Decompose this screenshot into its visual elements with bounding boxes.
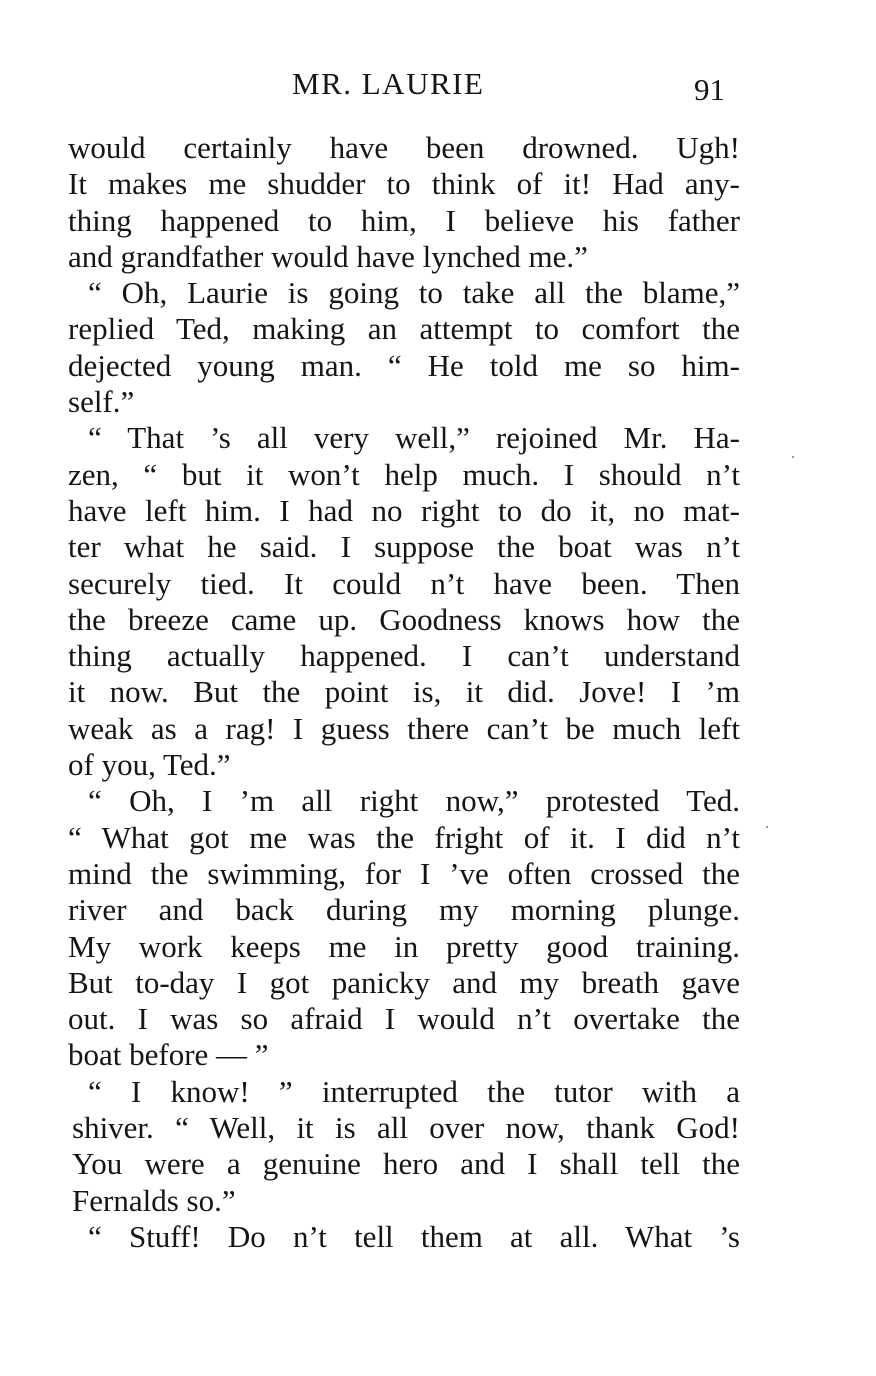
text-line: My work keeps me in pretty good training. xyxy=(68,928,740,964)
paragraph-start-line: “ Stuff! Do n’t tell them at all. What ’s xyxy=(88,1218,740,1254)
text-line: dejected young man. “ He told me so him- xyxy=(68,347,740,383)
text-line: “ What got me was the fright of it. I did n’t xyxy=(68,819,740,855)
text-line: thing actually happened. I can’t understand xyxy=(68,638,740,674)
paper-speck xyxy=(792,456,794,458)
text-line: of you, Ted.” xyxy=(68,747,231,783)
running-head xyxy=(0,66,876,110)
text-line: boat before — ” xyxy=(68,1037,269,1073)
text-line: thing happened to him, I believe his father xyxy=(68,202,740,238)
text-line: You were a genuine hero and I shall tell the xyxy=(72,1146,740,1182)
text-line: the breeze came up. Goodness knows how the xyxy=(68,601,740,637)
page-number: 91 xyxy=(694,72,725,107)
text-line: But to-day I got panicky and my breath gave xyxy=(68,964,740,1000)
text-line: mind the swimming, for I ’ve often crossed the xyxy=(68,855,740,891)
text-line: zen, “ but it won’t help much. I should n’t xyxy=(68,456,740,492)
text-line: have left him. I had no right to do it, no mat- xyxy=(68,492,740,528)
text-line: securely tied. It could n’t have been. Then xyxy=(68,565,740,601)
text-line: Fernalds so.” xyxy=(72,1182,236,1218)
text-line: replied Ted, making an attempt to comfort the xyxy=(68,311,740,347)
text-line: would certainly have been drowned. Ugh! xyxy=(68,130,740,165)
running-title: MR. LAURIE xyxy=(292,66,485,101)
text-line: it now. But the point is, it did. Jove! I ’m xyxy=(68,674,740,710)
text-line: shiver. “ Well, it is all over now, thank God! xyxy=(72,1110,740,1146)
text-line: and grandfather would have lynched me.” xyxy=(68,238,588,274)
paragraph-start-line: “ Oh, Laurie is going to take all the blame,” xyxy=(88,275,740,311)
paragraph-start-line: “ That ’s all very well,” rejoined Mr. Ha- xyxy=(88,420,740,456)
text-line: self.” xyxy=(68,384,135,420)
body-text xyxy=(68,130,740,1255)
text-line: ter what he said. I suppose the boat was n’t xyxy=(68,529,740,565)
text-line: river and back during my morning plunge. xyxy=(68,892,740,928)
text-line: It makes me shudder to think of it! Had any- xyxy=(68,166,740,202)
text-line: weak as a rag! I guess there can’t be much left xyxy=(68,710,740,746)
paragraph-start-line: “ I know! ” interrupted the tutor with a xyxy=(88,1073,740,1109)
text-line: out. I was so afraid I would n’t overtake the xyxy=(68,1001,740,1037)
paper-speck xyxy=(766,826,768,828)
paragraph-start-line: “ Oh, I ’m all right now,” protested Ted. xyxy=(88,783,740,819)
